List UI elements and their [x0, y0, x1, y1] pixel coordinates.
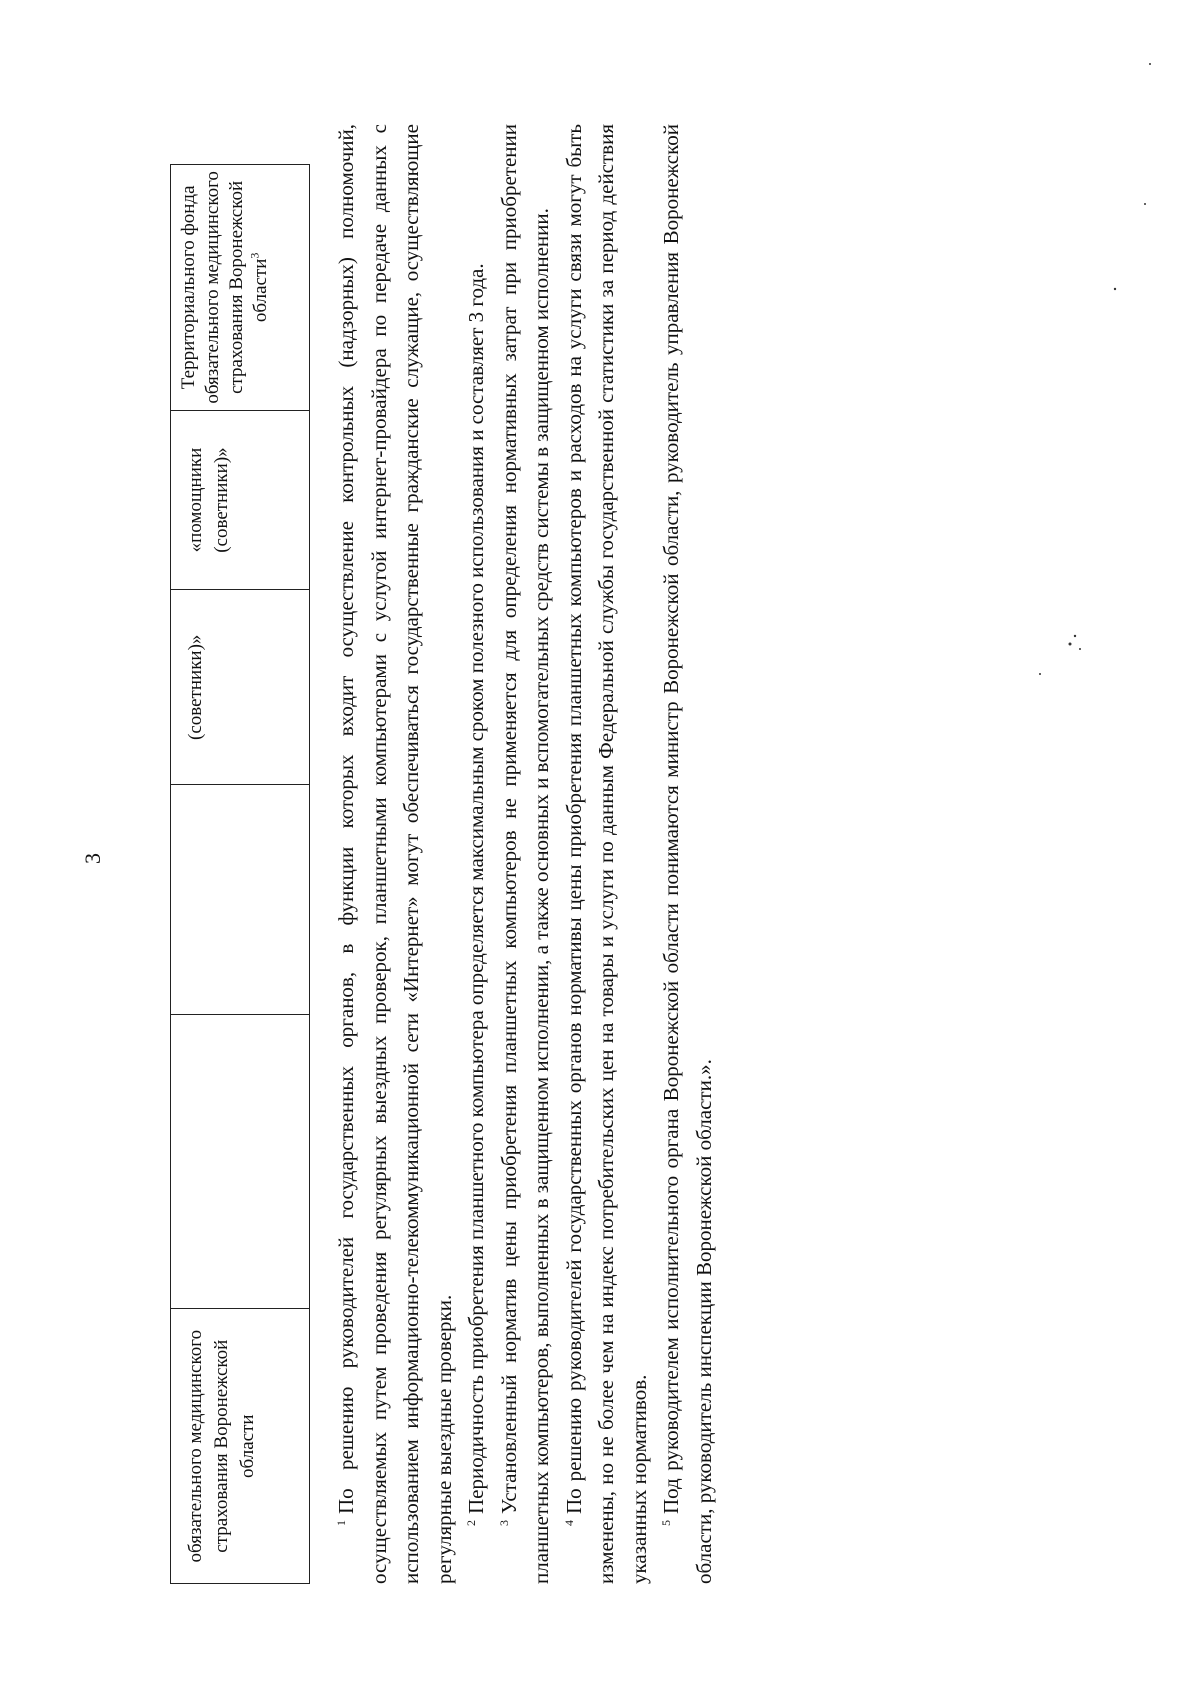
footnote-mark: 2: [464, 1520, 478, 1526]
table-cell-empty: [171, 784, 309, 1014]
cell-line-text: области: [250, 258, 271, 323]
scan-speck: [1149, 63, 1151, 65]
norms-table-fragment: [170, 164, 310, 1584]
cell-line: «помощники: [185, 447, 206, 553]
scan-speck: [1039, 673, 1041, 675]
scan-speck: [1069, 643, 1072, 646]
footnote-text: По решению руководителей государственных органов, в функции которых входит осуществление контрольных (надзорных) полномочий, осуществляемых путем проведения регулярных выездных проверок, планшетными компьютерами с услугой интернет-провайдера по передаче данных с использованием информационно-телекоммуникационной сети «Интернет» могут обеспечиваться государственные гражданские служащие, осуществляющие регулярные выездные проверки.: [334, 124, 456, 1584]
cell-line: обязательного медицинского: [185, 1329, 206, 1563]
footnote-1: [330, 124, 460, 1584]
table-cell-empty: [171, 1014, 309, 1309]
table-cell-territorial-fund: [171, 165, 309, 410]
scan-speck: [1144, 203, 1146, 205]
footnote-reference: 3: [247, 252, 262, 259]
scan-speck: [1114, 288, 1116, 290]
footnote-text: Установленный норматив цены приобретения планшетных компьютеров не применяется для определения нормативных затрат при приобретении планшетных компьютеров, выполненных в защищенном исполнении, а также основных и вспомогательных средств системы в защищенном исполнении.: [496, 124, 553, 1584]
cell-line-with-footnote: [249, 171, 273, 404]
footnote-text: Периодичность приобретения планшетного компьютера определяется максимальным сроком полезного использования и составляет 3 года.: [464, 263, 488, 1514]
footnotes: [330, 124, 720, 1584]
cell-line: (советники)»: [185, 634, 206, 740]
footnote-text: Под руководителем исполнительного органа Воронежской области понимаются министр Воронежской области, руководитель управления Воронежской области, руководитель инспекции Воронежской области.».: [659, 124, 716, 1584]
cell-line: (советники)»: [211, 447, 232, 553]
cell-line: страхования Воронежской: [211, 1339, 232, 1553]
footnote-3: [493, 124, 558, 1584]
cell-line: страхования Воронежской: [226, 180, 247, 394]
footnote-5: [655, 124, 720, 1584]
footnote-mark: 4: [561, 1520, 576, 1526]
page-number: 3: [80, 853, 105, 864]
scan-speck: [1074, 635, 1076, 637]
footnote-mark: 1: [334, 1520, 348, 1526]
cell-line: области: [237, 1414, 258, 1478]
footnote-4: [558, 124, 656, 1584]
cell-line: обязательного медицинского: [202, 171, 223, 404]
table-cell-assistants: [171, 410, 309, 590]
footnote-mark: 5: [659, 1520, 673, 1526]
table-cell-advisers: [171, 589, 309, 784]
scan-speck: [1079, 648, 1081, 650]
footnote-mark: 3: [496, 1520, 511, 1526]
table-cell-fund-name: [171, 1308, 309, 1583]
footnote-text: По решению руководителей государственных органов нормативы цены приобретения планшетных компьютеров и расходов на услуги связи могут быть изменены, но не более чем на индекс потребительских цен на товары и услуги по данным Федеральной службы государственной статистики за период действия указанных нормативов.: [561, 124, 651, 1584]
cell-line: Территориального фонда: [178, 185, 199, 390]
footnote-2: [460, 124, 493, 1584]
